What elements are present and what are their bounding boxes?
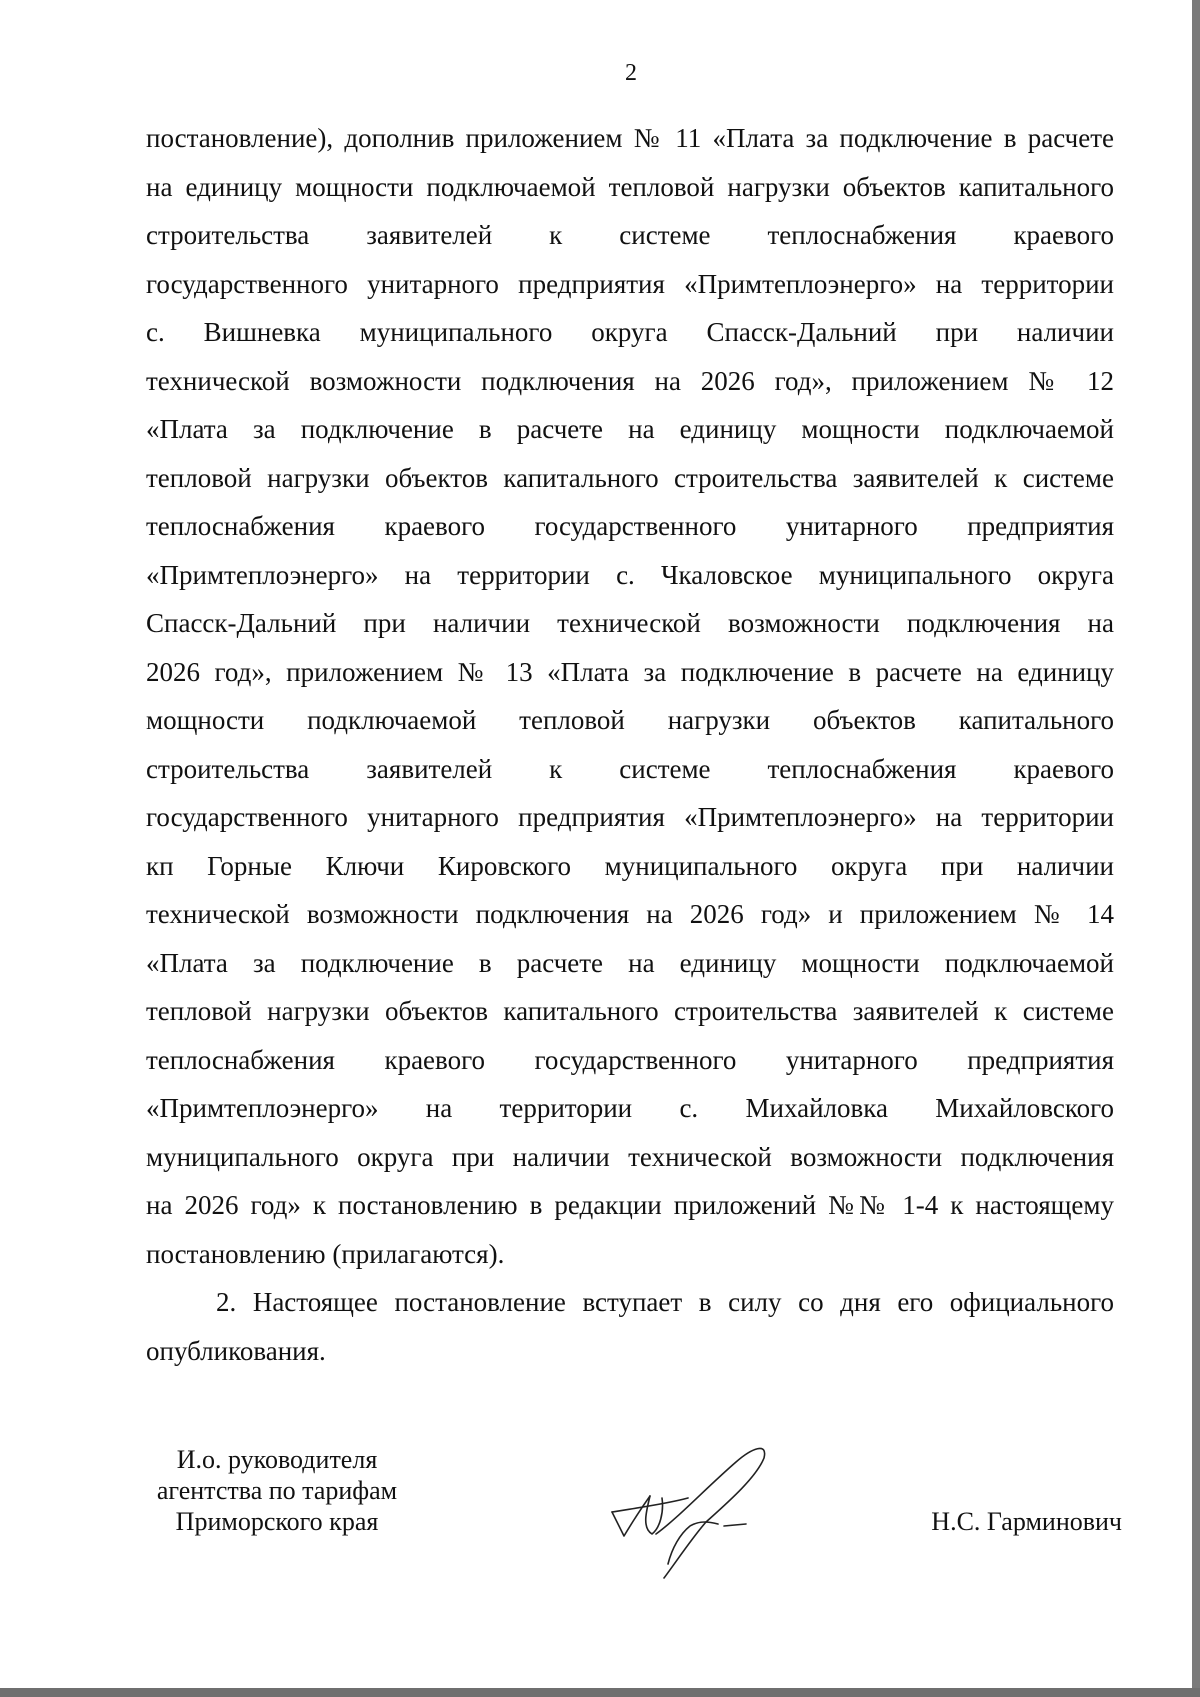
body-line: «Примтеплоэнерго» на территории с. Михайловка Михайловского: [146, 1093, 1114, 1123]
paragraph-2-line: 2. Настоящее постановление вступает в силу со дня его официального: [216, 1287, 1114, 1317]
body-line: государственного унитарного предприятия «Примтеплоэнерго» на территории: [146, 268, 1114, 299]
document-body: [146, 114, 1114, 1375]
body-line: постановление), дополнив приложением № 11 «Плата за подключение в расчете: [146, 123, 1114, 153]
signer-title-line: Приморского края: [175, 1507, 379, 1536]
page-number: 2: [625, 60, 637, 86]
body-line: кп Горные Ключи Кировского муниципального округа при наличии: [146, 850, 1114, 881]
scan-edge-bottom: [0, 1688, 1200, 1697]
body-line: тепловой нагрузки объектов капитального строительства заявителей к системе: [146, 996, 1114, 1026]
body-line: государственного унитарного предприятия «Примтеплоэнерго» на территории: [146, 802, 1114, 832]
handwritten-signature: [606, 1438, 796, 1588]
body-line: «Плата за подключение в расчете на единицу мощности подключаемой: [146, 414, 1114, 444]
body-line: строительства заявителей к системе теплоснабжения краевого: [146, 220, 1114, 250]
body-line: с. Вишневка муниципального округа Спасск-Дальний при наличии: [146, 317, 1114, 347]
body-line: «Плата за подключение в расчете на единицу мощности подключаемой: [146, 947, 1114, 978]
body-line: теплоснабжения краевого государственного унитарного предприятия: [146, 1044, 1114, 1075]
signer-title-line: И.о. руководителя: [176, 1445, 378, 1474]
signature-block: [146, 1444, 1122, 1604]
body-line: 2026 год», приложением № 13 «Плата за подключение в расчете на единицу: [146, 656, 1114, 687]
body-line: строительства заявителей к системе теплоснабжения краевого: [146, 753, 1114, 784]
body-line: технической возможности подключения на 2026 год», приложением № 12: [146, 365, 1114, 396]
body-line: на единицу мощности подключаемой тепловой нагрузки объектов капитального: [146, 171, 1114, 202]
signer-title-line: агентства по тарифам: [156, 1476, 398, 1505]
body-line: мощности подключаемой тепловой нагрузки объектов капитального: [146, 705, 1114, 735]
scan-edge-right: [1192, 0, 1200, 1697]
body-line: технической возможности подключения на 2026 год» и приложением № 14: [146, 899, 1114, 929]
body-line: опубликования.: [146, 1335, 326, 1366]
body-line: постановлению (прилагаются).: [146, 1238, 505, 1269]
body-line: Спасск-Дальний при наличии технической возможности подключения на: [146, 608, 1114, 638]
body-line: теплоснабжения краевого государственного унитарного предприятия: [146, 511, 1114, 541]
signer-name: Н.С. Гарминович: [931, 1507, 1122, 1536]
body-line: муниципального округа при наличии технической возможности подключения: [146, 1141, 1114, 1172]
body-line: «Примтеплоэнерго» на территории с. Чкаловское муниципального округа: [146, 559, 1114, 590]
signer-title: [146, 1444, 408, 1537]
body-line: тепловой нагрузки объектов капитального строительства заявителей к системе: [146, 462, 1114, 493]
body-line: на 2026 год» к постановлению в редакции приложений №№ 1-4 к настоящему: [146, 1190, 1114, 1220]
